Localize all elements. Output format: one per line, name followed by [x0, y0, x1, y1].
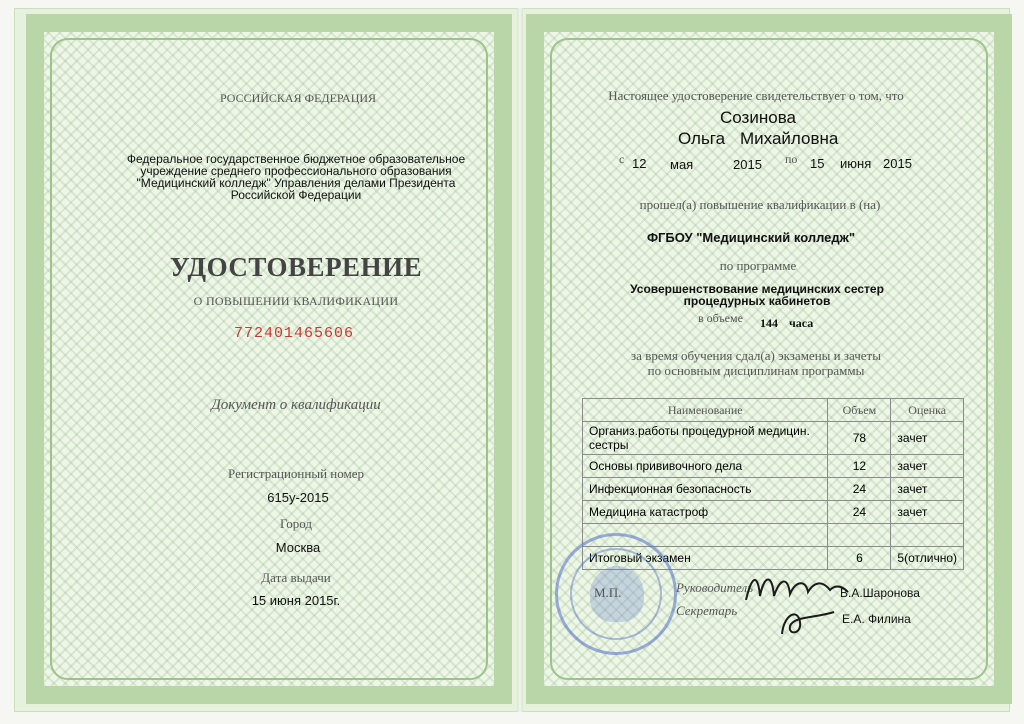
column-header-name: Наименование — [583, 399, 828, 422]
period-to-day: 15 — [810, 156, 825, 171]
period-from-day: 12 — [632, 156, 647, 171]
intro-text: Настоящее удостоверение свидетельствует о том, что — [608, 88, 904, 103]
holder-surname: Созинова — [720, 108, 796, 127]
secretary-name: Е.А. Филина — [842, 612, 911, 626]
document-title: УДОСТОВЕРЕНИЕ — [169, 252, 423, 282]
org-line: Российской Федерации — [230, 188, 362, 202]
subject-hours: 24 — [828, 478, 891, 501]
subject-name: Итоговый экзамен — [583, 547, 828, 570]
organization-name — [127, 153, 465, 201]
secretary-signature — [776, 604, 840, 640]
institution-name: ФГБОУ "Медицинский колледж" — [646, 230, 856, 245]
subject-grade: зачет — [891, 478, 964, 501]
issue-date-value: 15 июня 2015г. — [251, 593, 341, 608]
program-name — [630, 283, 884, 307]
period-to-year: 2015 — [883, 156, 912, 171]
subject-hours: 78 — [828, 422, 891, 455]
program-line: процедурных кабинетов — [683, 294, 831, 308]
document-type: Документ о квалификации — [211, 397, 381, 413]
holder-name: Ольга — [678, 129, 726, 148]
program-label: по программе — [719, 258, 797, 273]
subject-grade — [891, 524, 964, 547]
subject-hours: 12 — [828, 455, 891, 478]
program-line: Усовершенствование медицинских сестер — [630, 282, 884, 296]
subject-name: Организ.работы процедурной медицин. сестры — [583, 422, 828, 455]
period-from-year: 2015 — [733, 157, 762, 172]
org-line: Федеральное государственное бюджетное образовательное — [126, 152, 466, 166]
table-row — [583, 455, 964, 478]
table-row — [583, 422, 964, 455]
volume-unit: часа — [789, 316, 814, 330]
city-value: Москва — [275, 540, 321, 555]
subject-grade: зачет — [891, 501, 964, 524]
head-signature — [742, 566, 852, 608]
head-name: В.А.Шаронова — [840, 586, 920, 600]
table-row — [583, 501, 964, 524]
subject-hours — [828, 524, 891, 547]
period-from-label: с — [619, 152, 625, 166]
subject-name: Основы прививочного дела — [583, 455, 828, 478]
registration-number: 615у-2015 — [267, 490, 329, 505]
registration-label: Регистрационный номер — [228, 466, 364, 481]
org-line: "Медицинский колледж" Управления делами Президента — [136, 176, 456, 190]
org-line: учреждение среднего профессионального образования — [140, 164, 452, 178]
subject-hours: 24 — [828, 501, 891, 524]
country-label: РОССИЙСКАЯ ФЕДЕРАЦИЯ — [219, 91, 377, 105]
city-label: Город — [279, 516, 313, 531]
subject-name: Инфекционная безопасность — [583, 478, 828, 501]
table-row — [583, 478, 964, 501]
page-fold — [517, 8, 523, 712]
secretary-label: Секретарь — [676, 603, 738, 618]
document-number: 772401465606 — [233, 325, 355, 342]
stamp-place-label: М.П. — [594, 585, 622, 600]
subject-grade: зачет — [891, 422, 964, 455]
volume-label: в объеме — [698, 311, 743, 325]
column-header-grade: Оценка — [891, 399, 964, 422]
subject-grade: 5(отлично) — [891, 547, 964, 570]
table-header-row — [583, 399, 964, 422]
column-header-volume: Объем — [828, 399, 891, 422]
subject-hours: 6 — [828, 547, 891, 570]
head-label: Руководитель — [676, 580, 754, 595]
exams-text — [631, 348, 881, 378]
period-to-month: июня — [840, 156, 872, 171]
subject-grade: зачет — [891, 455, 964, 478]
document-subtitle: О ПОВЫШЕНИИ КВАЛИФИКАЦИИ — [193, 294, 399, 308]
period-to-label: по — [785, 152, 798, 166]
subject-name: Медицина катастроф — [583, 501, 828, 524]
period-from-month: мая — [670, 157, 694, 172]
exams-line: за время обучения сдал(а) экзамены и зачеты — [631, 348, 881, 363]
completion-text: прошел(а) повышение квалификации в (на) — [639, 197, 881, 212]
volume-hours: 144 — [760, 316, 778, 330]
holder-patronymic: Михайловна — [740, 129, 839, 148]
issue-date-label: Дата выдачи — [261, 570, 331, 585]
exams-line: по основным дисциплинам программы — [647, 363, 865, 378]
